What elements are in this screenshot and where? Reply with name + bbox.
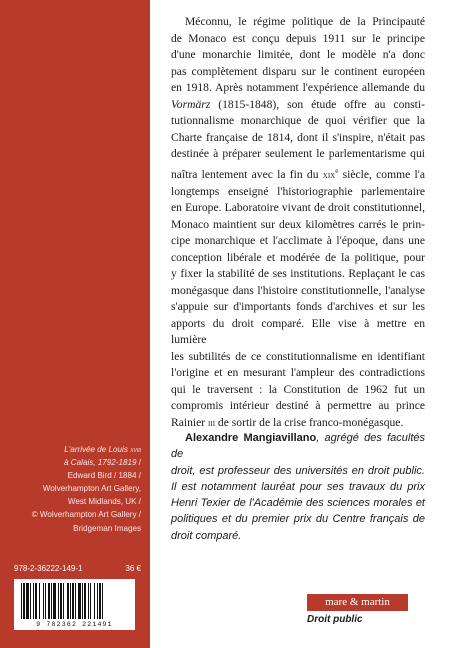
red-side-stripe [0,0,150,648]
barcode-bar [48,583,50,619]
barcode-bar [82,583,83,619]
caption-line: L'arrivée de Louis xviii [64,445,141,454]
blurb-line: Monaco maintient sur deux kilomètres carrés le prin- [171,217,425,231]
barcode-bar [45,583,46,619]
barcode-bar [72,583,74,619]
barcode-bar [26,583,29,619]
blurb-line: de Monaco est conçu depuis 1911 sur le principe [171,31,425,45]
blurb-line: pas complètement disparu sur le continent européen [171,64,425,78]
barcode-bar [30,583,31,619]
caption-line: à Calais, 1792-1819 / [64,458,141,468]
blurb-line: Charte française de 1814, dont il s'inspire, n'était pas [171,130,425,144]
blurb-line: qui le traversent : la Constitution de 1962 fut un [171,382,425,396]
barcode-bar [90,583,91,619]
barcode-bar [97,583,98,619]
blurb-line: conception libérale et modérée de la politique, pour [171,250,425,264]
barcode-bar [53,583,56,619]
barcode-bar [84,583,86,619]
caption-line: Bridgeman Images [73,523,141,533]
collection-name: Droit public [307,614,363,625]
author-bio-line: politiques et du premier prix du Centre français de [171,513,425,526]
blurb-line: Méconnu, le régime politique de la Principauté [185,15,425,28]
barcode-bar [21,583,22,619]
barcode-bar [88,583,89,619]
caption-line: Wolverhampton Art Gallery, [42,484,141,494]
barcode-bar [70,583,71,619]
blurb-line: l'origine et en mesurant l'ampleur des contradictions [171,366,425,380]
barcode-bars [20,583,129,619]
barcode-bar [78,583,81,619]
blurb-line: Rainier iii de sortir de la crise franco-monégasque. [171,415,404,429]
publisher-logo: mare & martin [307,594,408,611]
barcode-bar [51,583,52,619]
blurb-line: en Europe. Laboratoire vivant de droit constitutionnel, [171,201,425,215]
blurb-line: monégasque dans l'histoire constitutionnelle, l'analyse [171,283,425,297]
blurb-line: Vormärz (1815-1848), son étude offre au consti- [171,97,425,111]
barcode-bar [58,583,59,619]
price: 36 € [125,564,141,573]
blurb-line: en 1918. Après notamment l'expérience allemande du [171,81,425,94]
blurb-line: d'une monarchie limitée, dont le modèle n'a donc [171,48,425,61]
barcode-bar [60,583,62,619]
author-bio-line: Il est notamment lauréat pour ses travaux du prix [171,480,425,493]
blurb-line: compromis intérieur destiné à permettre au prince [171,399,425,413]
barcode-bar [43,583,44,619]
barcode-bar [63,583,64,619]
barcode-bar [35,583,37,619]
author-bio-line: droit, est professeur des universités en droit public. [171,464,425,477]
author-name: Alexandre Mangiavillano [185,432,317,444]
blurb-line: destinée à préparer seulement le parlementarisme qui [171,147,425,160]
barcode-bar [99,583,101,619]
barcode-bar [33,583,34,619]
author-bio-line: droit comparé. [171,529,242,542]
blurb-line: s'appuie sur d'importants fonds d'archives et sur les [171,300,425,314]
blurb-line: tutionnalisme monarchique de quoi vérifier que la [171,114,425,127]
author-bio-line: Alexandre Mangiavillano, agrégé des facultés de [171,432,426,461]
author-bio-line: Henri Texier de l'Académie des sciences morales et [171,497,425,510]
caption-line: West Midlands, UK / [67,497,141,507]
blurb-line: cipe monarchique et l'acclimate à l'époque, dans une [171,234,425,248]
blurb-line: y fixer la stabilité de ses institutions. Replaçant le cas [171,267,425,281]
blurb-line: les subtilités de ce constitutionnalisme en identifiant [171,349,425,363]
barcode-bar [75,583,76,619]
blurb-line: naîtra lentement avec la fin du xix$^e$ siècle, comme l'a [171,166,425,181]
isbn: 978-2-36222-149-1 [14,564,83,573]
blurb [171,14,425,432]
barcode-bar [39,583,40,619]
author-bio [171,430,425,544]
barcode-digits: 9 782362 221491 [36,621,113,628]
caption-line: Edward Bird / 1884 / [67,471,141,481]
image-credit-caption [14,443,141,535]
barcode-bar [23,583,25,619]
barcode-bar [67,583,69,619]
barcode-bar [102,583,103,619]
barcode-bar [94,583,95,619]
blurb-line: apports du droit comparé. Elle vise à mettre en lumière [171,316,425,347]
blurb-line: longtemps enseigné l'historiographie parlementaire [171,184,425,198]
caption-line: © Wolverhampton Art Gallery / [31,510,141,520]
barcode [14,579,135,630]
